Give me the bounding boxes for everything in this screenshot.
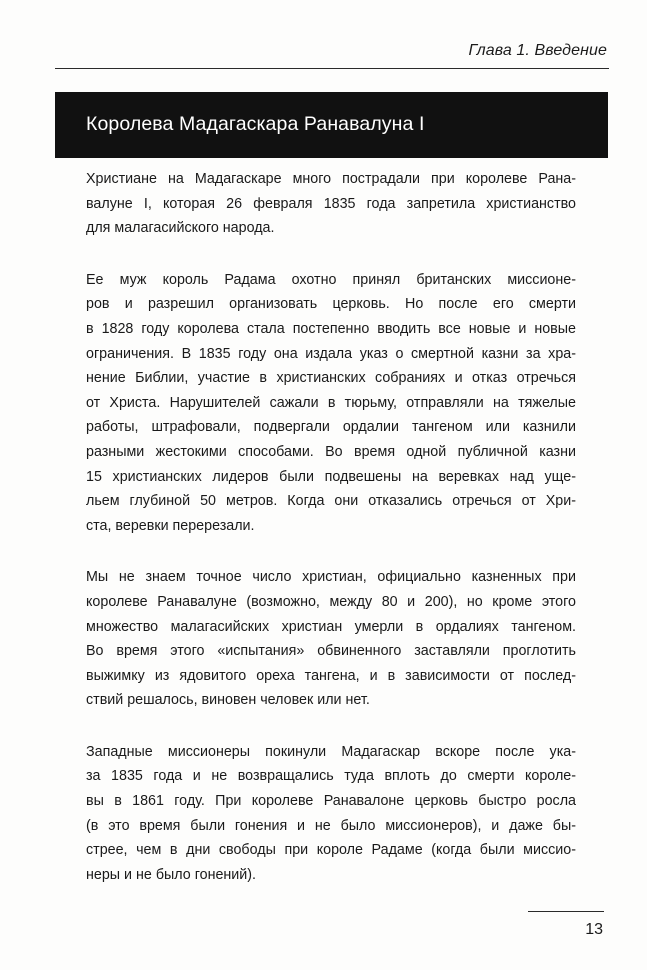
paragraph-3 [86, 565, 576, 713]
body-text [86, 167, 576, 914]
running-head: Глава 1. Введение [468, 42, 607, 59]
text-line: Мы не знаем точное число христиан, официально казненных при [86, 569, 576, 586]
header-rule [55, 68, 609, 69]
text-line: для малагасийского народа. [86, 220, 275, 237]
text-line: Ее муж король Радама охотно принял британских миссионе- [86, 271, 576, 288]
text-line: ста, веревки перерезали. [86, 517, 255, 534]
text-line: Западные миссионеры покинули Мадагаскар вскоре после ука- [86, 743, 576, 760]
footer-rule [528, 911, 604, 912]
text-line: ограничения. В 1835 году она издала указ о смертной казни за хра- [86, 345, 576, 362]
page-number: 13 [585, 921, 603, 938]
text-line: от Христа. Нарушителей сажали в тюрьму, отправляли на тяжелые [86, 394, 576, 411]
text-line: льем глубиной 50 метров. Когда они отказались отречься от Хри- [86, 493, 576, 510]
text-line: за 1835 года и не возвращались туда вплоть до смерти короле- [86, 768, 576, 785]
text-line: 15 христианских лидеров были подвешены на веревках над уще- [86, 468, 576, 485]
text-line: стрее, чем в дни свободы при короле Радаме (когда были миссио- [86, 842, 576, 859]
section-banner [55, 92, 608, 158]
text-line: (в это время были гонения и не было миссионеров), и даже бы- [86, 817, 576, 834]
text-line: ствий решалось, виновен человек или нет. [86, 692, 370, 709]
text-line: вы в 1861 году. При королеве Ранавалоне церковь быстро росла [86, 793, 576, 810]
text-line: в 1828 году королева стала постепенно вводить все новые и новые [86, 320, 576, 337]
text-line: работы, штрафовали, подвергали ордалии тангеном или казнили [86, 419, 576, 436]
text-line: Во время этого «испытания» обвиненного заставляли проглотить [86, 643, 576, 660]
section-title: Королева Мадагаскара Ранавалуна I [86, 113, 425, 135]
text-line: Христиане на Мадагаскаре много пострадали при королеве Рана- [86, 171, 576, 187]
paragraph-2 [86, 268, 576, 539]
text-line: нение Библии, участие в христианских собраниях и отказ отречься [86, 370, 576, 387]
paragraph-4 [86, 740, 576, 888]
text-line: множество малагасийских христиан умерли в ордалиях тангеном. [86, 618, 576, 635]
text-line: выжимку из ядовитого ореха тангена, и в зависимости от послед- [86, 667, 576, 684]
text-line: валуне I, которая 26 февраля 1835 года запретила христианство [86, 195, 576, 212]
text-line: неры и не было гонений). [86, 866, 257, 883]
text-line: королеве Ранавалуне (возможно, между 80 и 200), но кроме этого [86, 593, 576, 610]
text-line: разными жестокими способами. Во время одной публичной казни [86, 443, 576, 460]
paragraph-1 [86, 167, 576, 241]
text-line: ров и разрешил организовать церковь. Но после его смерти [86, 296, 576, 313]
